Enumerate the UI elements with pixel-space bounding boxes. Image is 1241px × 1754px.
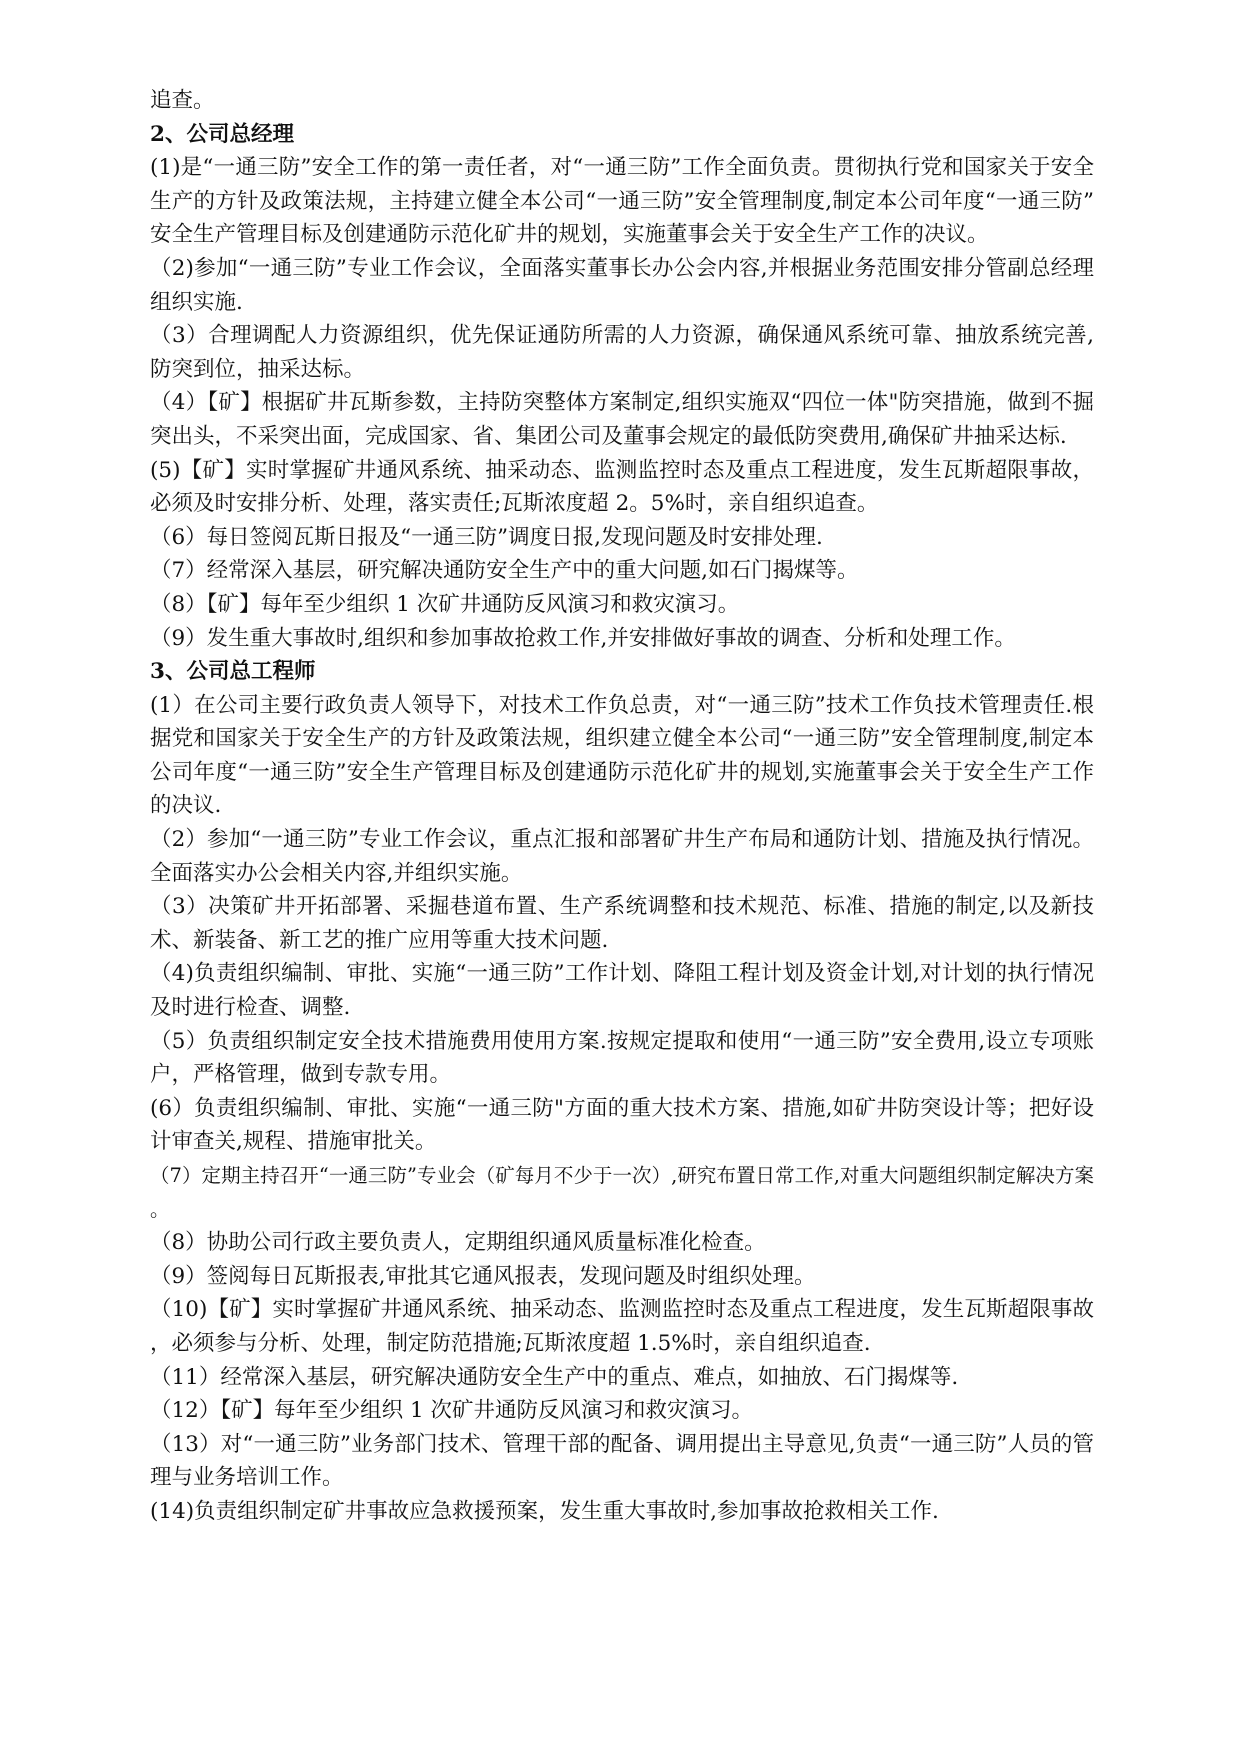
ce-item-9: （9）签阅每日瓦斯报表,审批其它通风报表，发现问题及时组织处理。: [150, 1263, 816, 1289]
ce-item-8: （8）协助公司行政主要负责人，定期组织通风质量标准化检查。: [150, 1230, 766, 1256]
ce-item-12: （12）【矿】每年至少组织 1 次矿井通防反风演习和救灾演习。: [150, 1398, 753, 1424]
document-page: [150, 84, 1094, 1529]
ce-item-4: （4)负责组织编制、审批、实施“一通三防”工作计划、降阻工程计划及资金计划,对计划的执行情况及时进行检查、调整.: [150, 961, 1094, 1021]
gm-item-2: （2)参加“一通三防”专业工作会议，全面落实董事长办公会内容,并根据业务范围安排分管副总经理组织实施.: [150, 255, 1094, 315]
gm-item-4: （4）【矿】根据矿井瓦斯参数，主持防突整体方案制定,组织实施双“四位一体"防突措施，做到不掘突出头，不采突出面，完成国家、省、集团公司及董事会规定的最低防突费用,确保矿井抽采达标.: [150, 390, 1094, 449]
ce-item-10: （10)【矿】实时掌握矿井通风系统、抽采动态、监测监控时态及重点工程进度，发生瓦斯超限事故，必须参与分析、处理，制定防范措施;瓦斯浓度超 1.5%时，亲自组织追查.: [150, 1297, 1094, 1356]
gm-item-3: （3）合理调配人力资源组织，优先保证通防所需的人力资源，确保通风系统可靠、抽放系统完善,防突到位，抽采达标。: [150, 323, 1094, 382]
section-heading-general-manager: 2、公司总经理: [150, 121, 294, 147]
ce-item-7: （7）定期主持召开“一通三防”专业会（矿每月不少于一次）,研究布置日常工作,对重大问题组织制定解决方案。: [150, 1164, 1094, 1221]
ce-item-11: （11）经常深入基层，研究解决通防安全生产中的重点、难点，如抽放、石门揭煤等.: [150, 1364, 959, 1390]
gm-item-9: （9）发生重大事故时,组织和参加事故抢救工作,并安排做好事故的调查、分析和处理工作。: [150, 625, 1016, 651]
gm-item-5: (5)【矿】实时掌握矿井通风系统、抽采动态、监测监控时态及重点工程进度，发生瓦斯超限事故，必须及时安排分析、处理，落实责任;瓦斯浓度超 2。5%时，亲自组织追查。: [150, 457, 1094, 517]
ce-item-2: （2）参加“一通三防”专业工作会议，重点汇报和部署矿井生产布局和通防计划、措施及执行情况。全面落实办公会相关内容,并组织实施。: [150, 827, 1094, 886]
gm-item-1: (1)是“一通三防”安全工作的第一责任者，对“一通三防”工作全面负责。贯彻执行党和国家关于安全生产的方针及政策法规，主持建立健全本公司“一通三防”安全管理制度,制定本公司年度“一通三防”安全生产管理目标及创建通防示范化矿井的规划，实施董事会关于安全生产工作的决议。: [150, 155, 1094, 248]
gm-item-6: （6）每日签阅瓦斯日报及“一通三防”调度日报,发现问题及时安排处理.: [150, 524, 823, 550]
paragraph-continuation: 追查。: [150, 88, 215, 113]
section-heading-chief-engineer: 3、公司总工程师: [150, 659, 316, 685]
ce-item-1: (1）在公司主要行政负责人领导下，对技术工作负总责，对“一通三防”技术工作负技术管理责任.根据党和国家关于安全生产的方针及政策法规，组织建立健全本公司“一通三防”安全管理制度,制定本公司年度“一通三防”安全生产管理目标及创建通防示范化矿井的规划,实施董事会关于安全生产工作的决议.: [150, 692, 1094, 819]
gm-item-8: （8）【矿】每年至少组织 1 次矿井通防反风演习和救灾演习。: [150, 591, 740, 617]
ce-item-14: (14)负责组织制定矿井事故应急救援预案，发生重大事故时,参加事故抢救相关工作.: [150, 1498, 939, 1524]
ce-item-3: （3）决策矿井开拓部署、采掘巷道布置、生产系统调整和技术规范、标准、措施的制定,以及新技术、新装备、新工艺的推广应用等重大技术问题.: [150, 894, 1094, 953]
ce-item-6: (6）负责组织编制、审批、实施“一通三防"方面的重大技术方案、措施,如矿井防突设计等；把好设计审查关,规程、措施审批关。: [150, 1095, 1094, 1155]
ce-item-5: （5）负责组织制定安全技术措施费用使用方案.按规定提取和使用“一通三防”安全费用,设立专项账户，严格管理，做到专款专用。: [150, 1028, 1094, 1088]
ce-item-13: （13）对“一通三防”业务部门技术、管理干部的配备、调用提出主导意见,负责“一通三防”人员的管理与业务培训工作。: [150, 1431, 1094, 1491]
gm-item-7: （7）经常深入基层，研究解决通防安全生产中的重大问题,如石门揭煤等。: [150, 558, 859, 584]
